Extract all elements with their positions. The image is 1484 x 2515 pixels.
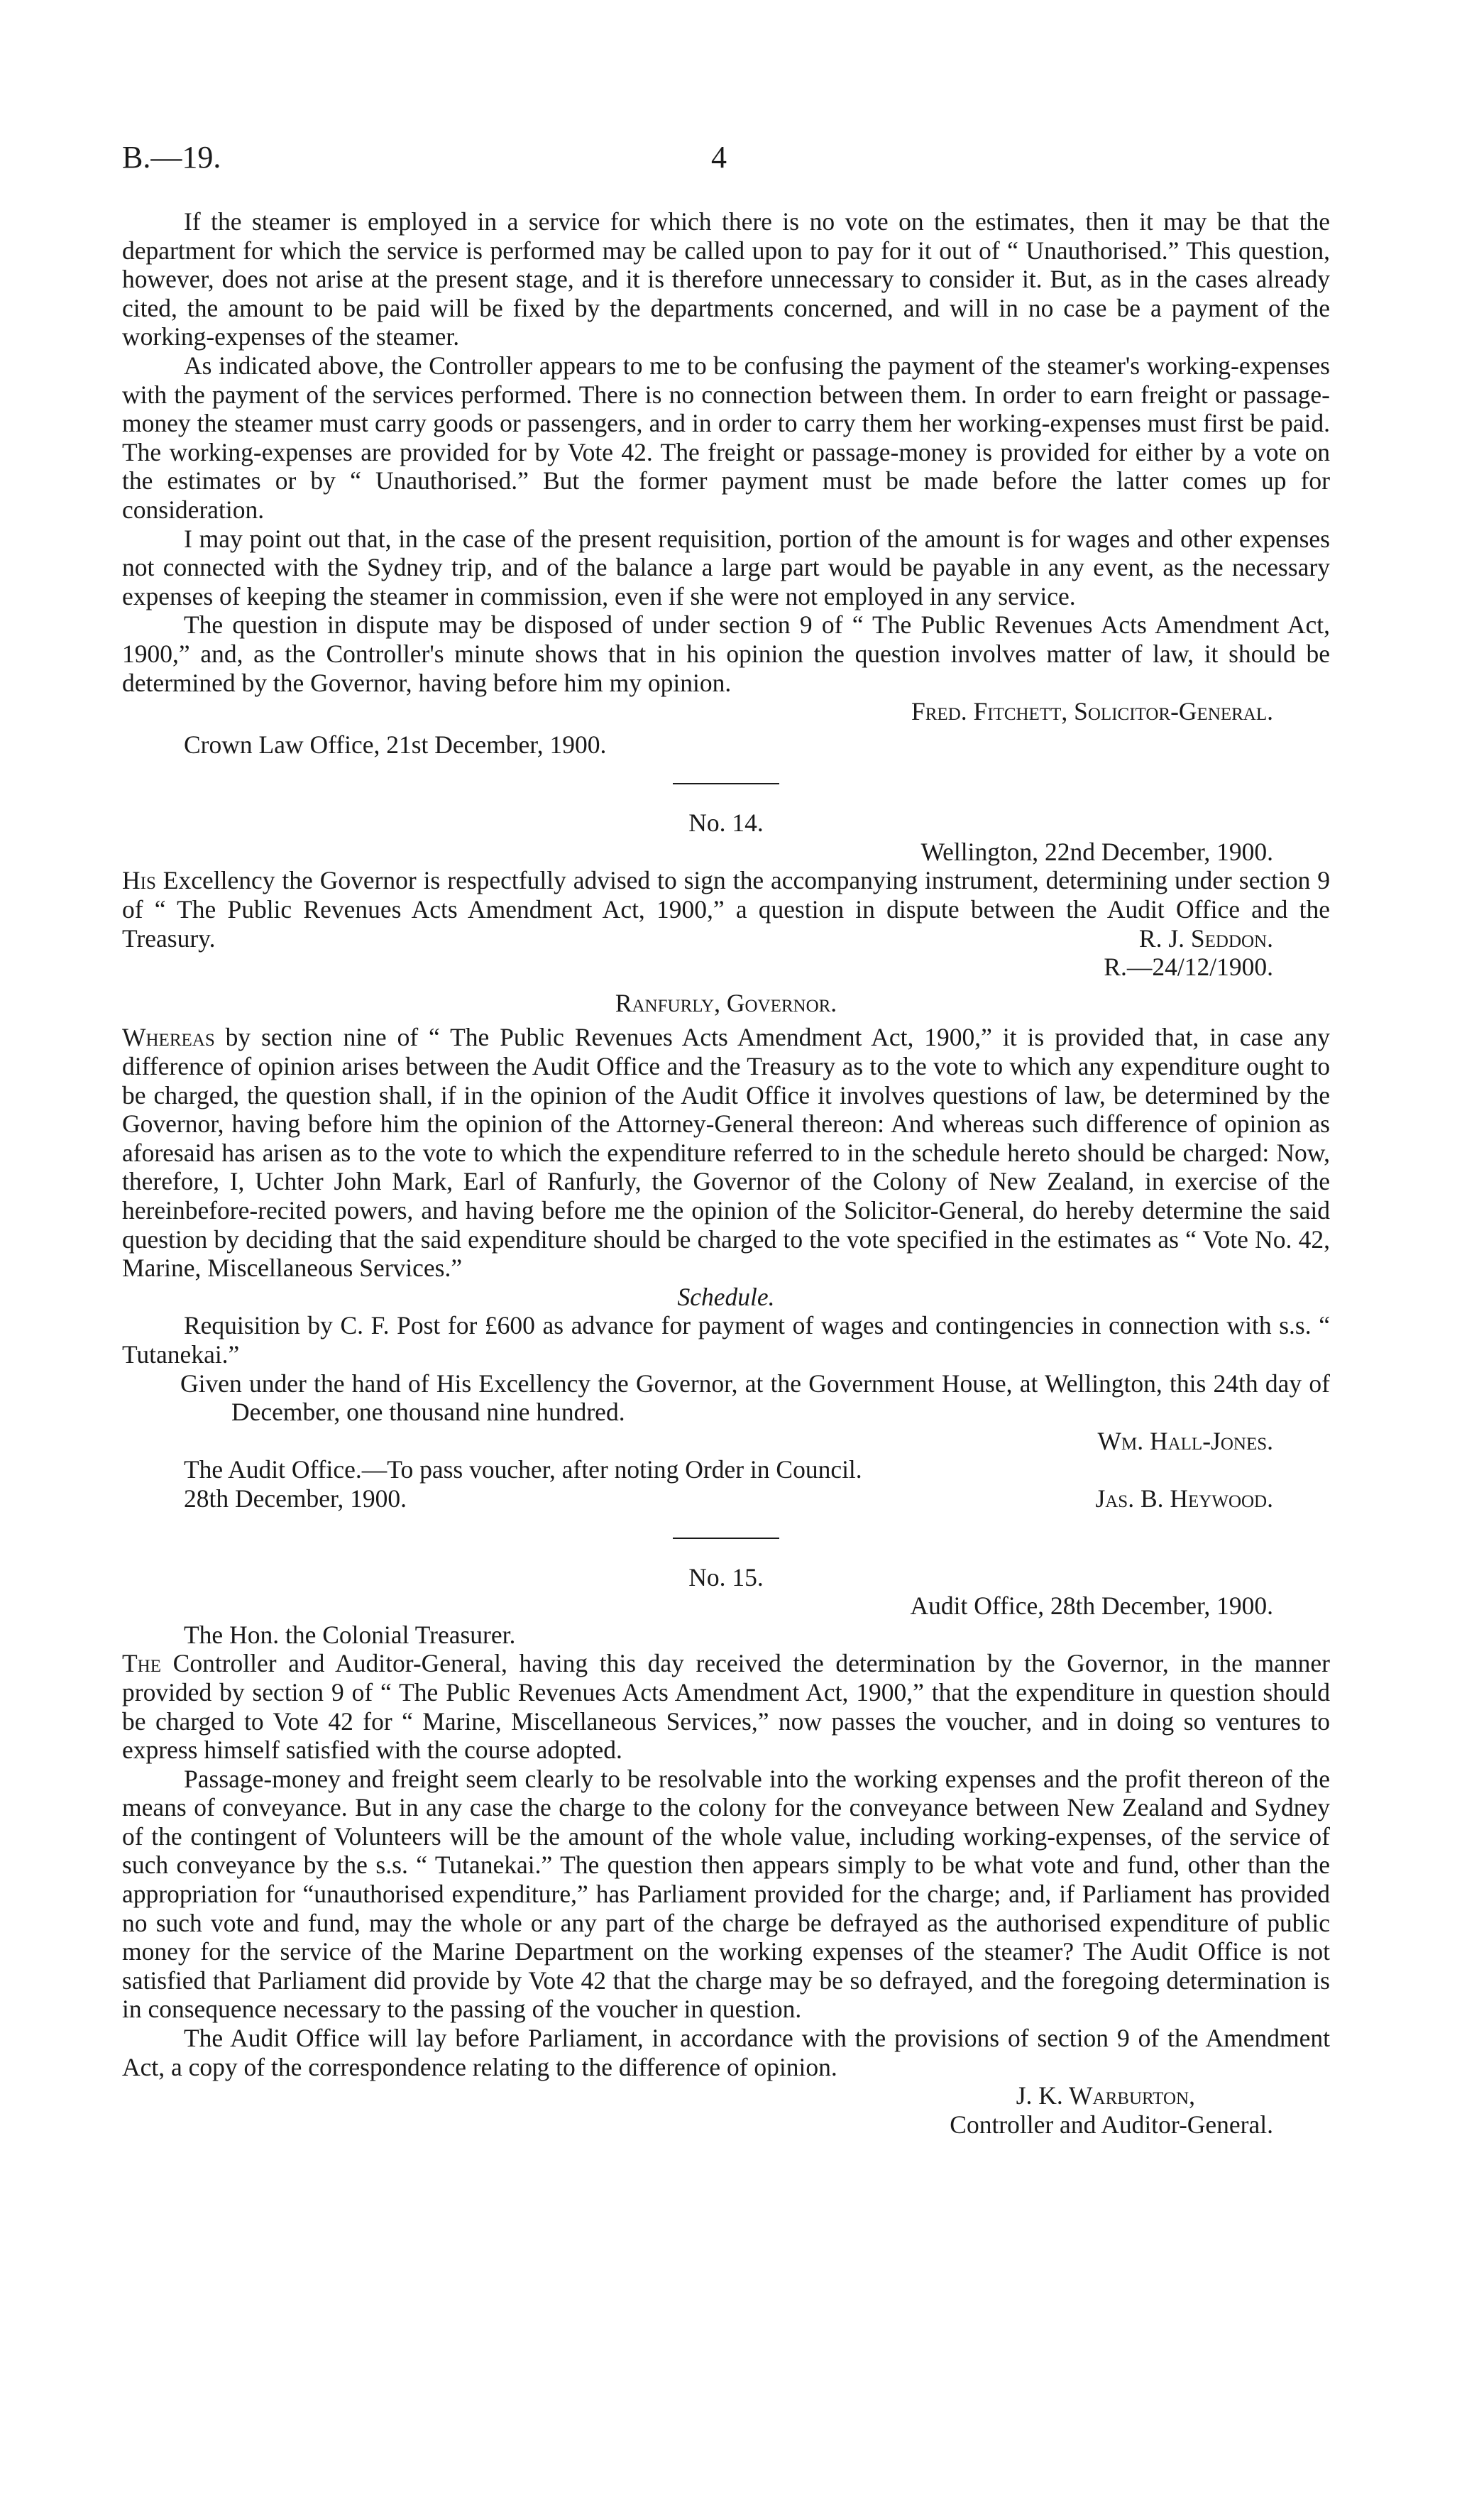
letter-date: Audit Office, 28th December, 1900. <box>910 1591 1273 1621</box>
audit-note-date: 28th December, 1900. <box>184 1484 407 1513</box>
section-divider <box>673 1538 779 1539</box>
letter-date: Wellington, 22nd December, 1900. <box>920 837 1273 866</box>
document-reference: B.—19. <box>122 140 221 175</box>
audit-date-row <box>122 1484 1330 1513</box>
signature-seddon: R. J. Seddon. <box>1138 924 1273 953</box>
audit-office-note: The Audit Office.—To pass voucher, after noting Order in Council. <box>184 1455 862 1484</box>
paragraph: The Audit Office will lay before Parliament, in accordance with the provisions of section 9 of the Amendment Act, a copy of the correspondence relating to the difference of opinion. <box>122 2024 1330 2081</box>
paragraph-controller <box>122 1649 1330 1764</box>
signature-warburton-title: Controller and Auditor-General. <box>950 2110 1273 2139</box>
schedule-title: Schedule. <box>677 1282 775 1311</box>
paragraph: Passage-money and freight seem clearly to be resolvable into the working expenses and the profit thereon of the means of conveyance. But in any case the charge to the colony for the conveyance between New Zealand and Sydney of the contingent of Volunteers will be the amount of the whole value, including working-expenses, of the service of such conveyance by the s.s. “ Tutanekai.” The question then appears simply to be what vote and fund, other than the appropriation for “unauthorised expenditure,” has Parliament provided for the charge; and, if Parliament has provided no such vote and fund, may the whole or any part of the charge be defrayed as the authorised expenditure of public money for the service of the Marine Department on the working expenses of the steamer? The Audit Office is not satisfied that Parliament did provide by Vote 42 that the charge may be so defrayed, and the foregoing determination is in consequence necessary to the passing of the voucher in question. <box>122 1764 1330 2024</box>
paragraph: The question in dispute may be disposed of under section 9 of “ The Public Revenues Acts Amendment Act, 1900,” and, as the Controller's minute shows that in his opinion the question involves matter of law, it should be determined by the Governor, having before him my opinion. <box>122 610 1330 697</box>
lead-word: The <box>122 1649 162 1678</box>
governor-line: Ranfurly, Governor. <box>615 988 837 1017</box>
page-number: 4 <box>711 140 727 175</box>
schedule-text: Requisition by C. F. Post for £600 as advance for payment of wages and contingencies in connection with s.s. “ Tutanekai.” <box>122 1311 1330 1369</box>
lead-word: His <box>122 866 156 895</box>
given-under-hand: Given under the hand of His Excellency the Governor, at the Government House, at Wellington, this 24th day of December, one thousand nine hundred. <box>180 1369 1330 1427</box>
crown-law-office-date: Crown Law Office, 21st December, 1900. <box>184 730 607 759</box>
page-body <box>122 207 1330 2139</box>
paragraph-text: Controller and Auditor-General, having this day received the determination by the Governor, in the manner provided by section 9 of “ The Public Revenues Acts Amendment Act, 1900,” that the expenditure in question should be charged to Vote 42 for “ Marine, Miscellaneous Services,” now passes the voucher, and in doing so ventures to express himself satisfied with the course adopted. <box>122 1649 1330 1765</box>
section-divider <box>673 783 779 784</box>
paragraph: I may point out that, in the case of the present requisition, portion of the amount is for wages and other expenses not connected with the Sydney trip, and of the balance a large part would be payable in any event, as the necessary expenses of keeping the steamer in commission, even if she were not employed in any service. <box>122 524 1330 610</box>
paragraph-text: Excellency the Governor is respectfully advised to sign the accompanying instrument, determining under section 9 of “ The Public Revenues Acts Amendment Act, 1900,” a question in dispute between the Audit Office and the Treasury. <box>122 866 1330 953</box>
signature-heywood: Jas. B. Heywood. <box>1095 1484 1273 1513</box>
page-header <box>122 139 1330 182</box>
signature-solicitor-general: Fred. Fitchett, Solicitor-General. <box>911 697 1273 726</box>
lead-word: Whereas <box>122 1023 215 1052</box>
paragraph-text: by section nine of “ The Public Revenues Acts Amendment Act, 1900,” it is provided that, in case any difference of opinion arises between the Audit Office and the Treasury as to the vote to which any expenditure ought to be charged, the question shall, if in the opinion of the Audit Office it involves questions of law, be determined by the Governor, having before him the opinion of the Attorney-General thereon: And whereas such difference of opinion as aforesaid has arisen as to the vote to which the expenditure referred to in the schedule hereto should be charged: Now, therefore, I, Uchter John Mark, Earl of Ranfurly, the Governor of the Colony of New Zealand, in exercise of the hereinbefore-recited powers, and having before me the opinion of the Solicitor-General, do hereby determine the said question by deciding that the said expenditure should be charged to the vote specified in the estimates as “ Vote No. 42, Marine, Miscellaneous Services.” <box>122 1023 1330 1283</box>
signature-warburton: J. K. Warburton, <box>1016 2081 1195 2110</box>
section-title-no15: No. 15. <box>688 1562 764 1591</box>
paragraph-whereas <box>122 1017 1330 1282</box>
signature-hall-jones: Wm. Hall-Jones. <box>1097 1426 1273 1455</box>
section-title-no14: No. 14. <box>688 809 764 838</box>
reference-number: R.—24/12/1900. <box>1104 953 1273 982</box>
addressee: The Hon. the Colonial Treasurer. <box>184 1620 516 1649</box>
paragraph: As indicated above, the Controller appears to me to be confusing the payment of the steamer's working-expenses with the payment of the services performed. There is no connection between them. In order to earn freight or passage-money the steamer must carry goods or passengers, and in order to carry them her working-expenses must first be paid. The working-expenses are provided for by Vote 42. The freight or passage-money is provided for either by a vote on the estimates or by “ Unauthorised.” But the former payment must be made before the latter comes up for consideration. <box>122 351 1330 524</box>
paragraph: If the steamer is employed in a service for which there is no vote on the estimates, then it may be that the department for which the service is performed may be called upon to pay for it out of “ Unauthorised.” This question, however, does not arise at the present stage, and it is therefore unnecessary to consider it. But, as in the cases already cited, the amount to be paid will be fixed by the departments concerned, and will in no case be a payment of the working-expenses of the steamer. <box>122 207 1330 351</box>
